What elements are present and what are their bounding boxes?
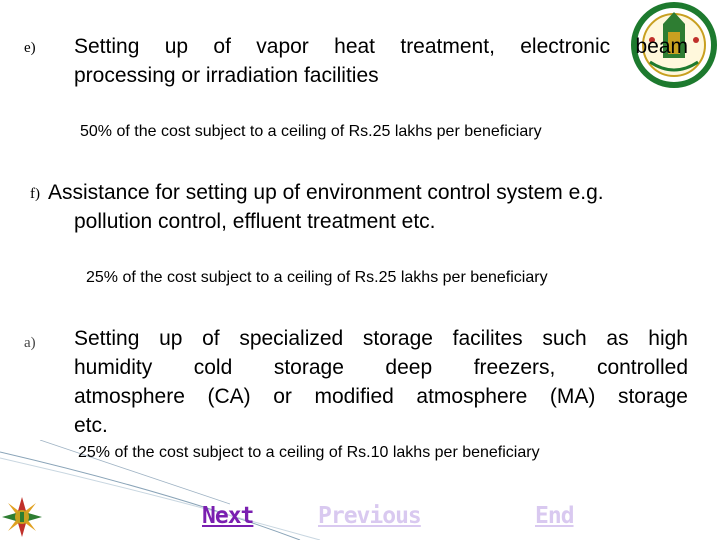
item-a-line1: Setting up of specialized storage facilites such as high	[74, 327, 688, 350]
next-link[interactable]: Next	[202, 503, 254, 529]
item-e-line1: Setting up of vapor heat treatment, electronic beam	[74, 35, 688, 58]
list-marker-e: e)	[24, 40, 36, 56]
list-marker-f: f)	[30, 186, 40, 202]
previous-link[interactable]: Previous	[318, 503, 421, 529]
end-link[interactable]: End	[535, 503, 574, 529]
item-f-line1: Assistance for setting up of environment control system e.g.	[48, 181, 604, 204]
item-a-line3: atmosphere (CA) or modified atmosphere (MA) storage	[74, 385, 688, 408]
item-a-line4: etc.	[74, 414, 108, 437]
item-a-line2: humidity cold storage deep freezers, controlled	[74, 356, 688, 379]
sunburst-logo-icon	[0, 493, 52, 540]
item-f-line2: pollution control, effluent treatment etc.	[74, 210, 436, 233]
item-a-subsidy-note: 25% of the cost subject to a ceiling of Rs.10 lakhs per beneficiary	[78, 444, 540, 461]
item-f-subsidy-note: 25% of the cost subject to a ceiling of Rs.25 lakhs per beneficiary	[86, 269, 548, 286]
list-marker-a: a)	[24, 335, 36, 351]
item-e-line2: processing or irradiation facilities	[74, 64, 379, 87]
item-e-subsidy-note: 50% of the cost subject to a ceiling of Rs.25 lakhs per beneficiary	[80, 123, 542, 140]
